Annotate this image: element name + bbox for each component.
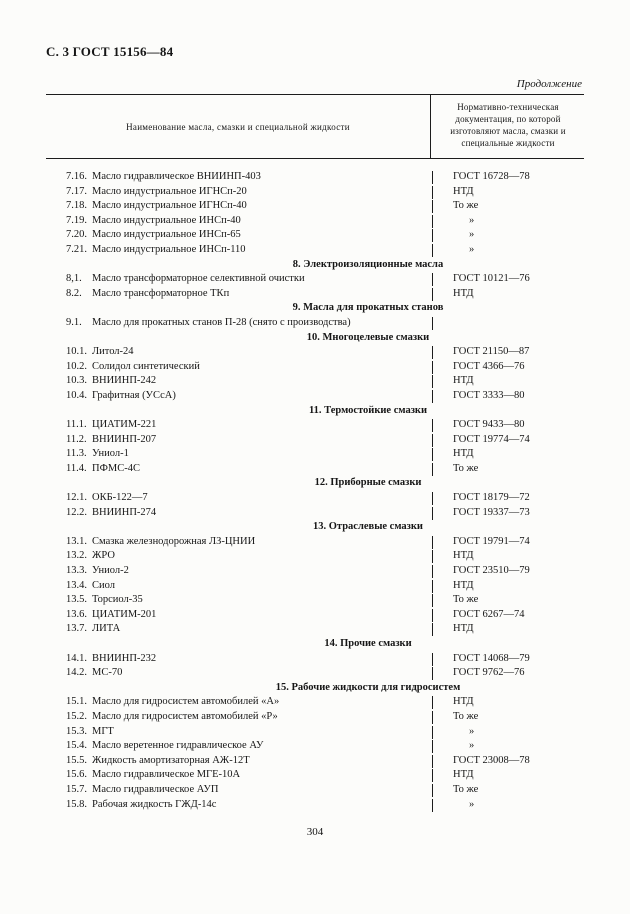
item-name: МС-70: [92, 667, 123, 679]
item-number: 8,1.: [66, 273, 82, 285]
item-document: НТД: [453, 448, 474, 460]
item-document: ГОСТ 3333—80: [453, 389, 525, 401]
item-document: »: [469, 214, 475, 226]
table-row: [46, 272, 584, 287]
section-title: 10. Многоцелевые смазки: [306, 331, 430, 343]
item-document: НТД: [453, 769, 474, 781]
item-document: То же: [453, 462, 479, 474]
item-number: 11.3.: [66, 448, 87, 460]
section-heading: [46, 681, 584, 696]
table-row: [46, 433, 584, 448]
item-number: 13.6.: [66, 608, 87, 620]
item-document: ГОСТ 21150—87: [453, 346, 530, 358]
item-name: ПФМС-4С: [92, 462, 140, 474]
item-name: Масло для гидросистем автомобилей «А»: [92, 696, 280, 708]
item-document: ГОСТ 23510—79: [453, 565, 530, 577]
item-number: 11.4.: [66, 462, 87, 474]
page-header: С. 3 ГОСТ 15156—84: [46, 44, 174, 59]
page-number: 304: [306, 826, 324, 838]
item-document: ГОСТ 23008—78: [453, 754, 530, 766]
item-number: 11.1.: [66, 419, 87, 431]
item-number: 12.2.: [66, 506, 87, 518]
item-number: 14.1.: [66, 652, 87, 664]
item-name: ОКБ-122—7: [92, 492, 148, 504]
section-title: 15. Рабочие жидкости для гидросистем: [275, 681, 461, 693]
item-name: Масло для гидросистем автомобилей «Р»: [92, 710, 278, 722]
table-row: [46, 768, 584, 783]
continuation-label: Продолжение: [516, 78, 582, 90]
item-name: Масло гидравлическое ВНИИНП-403: [92, 171, 261, 182]
table-row: [46, 491, 584, 506]
item-document: ГОСТ 14068—79: [453, 652, 530, 664]
section-title: 11. Термостойкие смазки: [308, 404, 428, 416]
item-name: ВНИИНП-232: [92, 652, 157, 664]
table-row: [46, 389, 584, 404]
column-header-line: документация, по которой: [455, 114, 561, 124]
item-name: Масло трансформаторное ТКп: [92, 287, 230, 299]
item-number: 13.1.: [66, 535, 87, 547]
section-title: 9. Масла для прокатных станов: [292, 302, 444, 314]
item-name: Масло веретенное гидравлическое АУ: [92, 740, 264, 752]
item-document: ГОСТ 19774—74: [453, 433, 530, 445]
item-number: 13.5.: [66, 594, 87, 606]
item-number: 10.3.: [66, 375, 87, 387]
table-row: [46, 199, 584, 214]
item-number: 13.7.: [66, 623, 87, 635]
item-name: Торсиол-35: [92, 594, 143, 606]
item-number: 9.1.: [66, 316, 82, 328]
item-number: 12.1.: [66, 492, 87, 504]
item-document: ГОСТ 19337—73: [453, 506, 530, 518]
item-number: 11.2.: [66, 433, 87, 445]
item-number: 10.1.: [66, 346, 87, 358]
table-row: [46, 783, 584, 798]
item-name: Масло индустриальное ИГНСп-20: [92, 185, 247, 197]
item-name: ЖРО: [92, 550, 115, 562]
item-document: »: [469, 798, 475, 810]
item-document: НТД: [453, 185, 474, 197]
item-document: То же: [453, 783, 479, 795]
item-number: 7.18.: [66, 200, 87, 212]
item-number: 7.19.: [66, 214, 87, 226]
item-number: 15.6.: [66, 769, 87, 781]
item-number: 14.2.: [66, 667, 87, 679]
column-header-document: [432, 101, 584, 149]
item-document: НТД: [453, 287, 474, 299]
item-number: 13.2.: [66, 550, 87, 562]
item-name: ВНИИНП-274: [92, 506, 157, 518]
section-title: 12. Приборные смазки: [314, 477, 422, 489]
table-row: [46, 754, 584, 769]
section-heading: [46, 476, 584, 491]
item-document: ГОСТ 6267—74: [453, 608, 525, 620]
column-header-line: Нормативно-техническая: [457, 102, 559, 112]
item-document: ГОСТ 10121—76: [453, 273, 530, 285]
table-body: [46, 170, 584, 812]
item-number: 7.20.: [66, 229, 87, 241]
item-number: 15.2.: [66, 710, 87, 722]
column-divider: [430, 95, 431, 158]
item-name: Смазка железнодорожная ЛЗ-ЦНИИ: [92, 535, 256, 547]
item-number: 7.16.: [66, 171, 87, 182]
item-name: ВНИИНП-207: [92, 433, 157, 445]
item-number: 10.4.: [66, 389, 87, 401]
table-row: [46, 243, 584, 258]
item-number: 13.4.: [66, 579, 87, 591]
item-document: ГОСТ 19791—74: [453, 535, 530, 547]
item-document: »: [469, 229, 475, 241]
item-name: Рабочая жидкость ГЖД-14с: [92, 798, 217, 810]
table-row: [46, 506, 584, 521]
item-name: Масло гидравлическое МГЕ-10А: [92, 769, 241, 781]
table-row: [46, 447, 584, 462]
table-row: [46, 214, 584, 229]
item-document: НТД: [453, 550, 474, 562]
item-name: ЛИТА: [92, 623, 121, 635]
item-document: »: [469, 725, 475, 737]
table-row: [46, 535, 584, 550]
item-number: 15.3.: [66, 725, 87, 737]
item-number: 15.4.: [66, 740, 87, 752]
section-title: 14. Прочие смазки: [324, 638, 412, 649]
section-heading: [46, 258, 584, 273]
table-row: [46, 418, 584, 433]
item-document: ГОСТ 18179—72: [453, 492, 530, 504]
table-row: [46, 316, 584, 331]
item-document: ГОСТ 9762—76: [453, 667, 525, 679]
section-heading: [46, 520, 584, 535]
item-number: 15.1.: [66, 696, 87, 708]
item-document: То же: [453, 594, 479, 606]
item-number: 13.3.: [66, 565, 87, 577]
item-number: 15.8.: [66, 798, 87, 810]
item-number: 10.2.: [66, 360, 87, 372]
item-document: ГОСТ 16728—78: [453, 171, 530, 182]
item-name: ЦИАТИМ-201: [92, 608, 157, 620]
table-row: [46, 374, 584, 389]
item-document: ГОСТ 4366—76: [453, 360, 525, 372]
item-name: Масло гидравлическое АУП: [92, 783, 219, 795]
column-header-line: специальные жидкости: [461, 138, 555, 148]
item-name: Масло индустриальное ИНСп-40: [92, 214, 241, 226]
item-name: Масло индустриальное ИНСп-110: [92, 243, 246, 255]
section-heading: [46, 404, 584, 419]
table-row: [46, 695, 584, 710]
table-row: [46, 228, 584, 243]
table-row: [46, 345, 584, 360]
table-row: [46, 462, 584, 477]
item-document: НТД: [453, 375, 474, 387]
item-name: Графитная (УСсА): [92, 389, 176, 401]
item-document: »: [469, 740, 475, 752]
table-row: [46, 608, 584, 623]
item-document: То же: [453, 710, 479, 722]
section-heading: [46, 331, 584, 346]
section-heading: [46, 301, 584, 316]
item-name: Солидол синтетический: [92, 360, 200, 372]
item-number: 7.21.: [66, 243, 87, 255]
table-row: [46, 593, 584, 608]
item-name: МГТ: [92, 725, 114, 737]
column-header-name: Наименование масла, смазки и специальной жидкости: [126, 121, 350, 132]
table-row: [46, 185, 584, 200]
item-document: НТД: [453, 579, 474, 591]
table-row: [46, 549, 584, 564]
table-row: [46, 710, 584, 725]
item-name: ЦИАТИМ-221: [92, 419, 157, 431]
table-row: [46, 798, 584, 813]
item-name: Жидкость амортизаторная АЖ-12Т: [92, 754, 250, 766]
table-row: [46, 725, 584, 740]
table-row: [46, 652, 584, 667]
item-name: Масло для прокатных станов П-28 (снято с производства): [92, 316, 351, 328]
item-name: Литол-24: [92, 346, 134, 358]
item-name: Униол-1: [92, 448, 129, 460]
item-document: НТД: [453, 623, 474, 635]
item-name: Униол-2: [92, 565, 129, 577]
table-row: [46, 564, 584, 579]
item-name: Сиол: [92, 579, 115, 591]
section-title: 13. Отраслевые смазки: [313, 521, 423, 533]
item-document: НТД: [453, 696, 474, 708]
item-number: 15.5.: [66, 754, 87, 766]
table-row: [46, 170, 584, 185]
column-header-line: изготовляют масла, смазки и: [450, 126, 566, 136]
item-document: То же: [453, 200, 479, 212]
table-row: [46, 622, 584, 637]
table-row: [46, 287, 584, 302]
table-header: [46, 94, 584, 159]
item-name: Масло индустриальное ИНСп-65: [92, 229, 241, 241]
table-row: [46, 666, 584, 681]
item-number: 15.7.: [66, 783, 87, 795]
item-name: ВНИИНП-242: [92, 375, 157, 387]
section-heading: [46, 637, 584, 652]
table-row: [46, 739, 584, 754]
section-title: 8. Электроизоляционные масла: [292, 258, 444, 270]
table-row: [46, 579, 584, 594]
item-name: Масло индустриальное ИГНСп-40: [92, 200, 247, 212]
item-name: Масло трансформаторное селективной очистки: [92, 273, 305, 285]
item-document: »: [469, 243, 475, 255]
item-number: 8.2.: [66, 287, 82, 299]
table-row: [46, 360, 584, 375]
item-document: ГОСТ 9433—80: [453, 419, 525, 431]
item-number: 7.17.: [66, 185, 87, 197]
